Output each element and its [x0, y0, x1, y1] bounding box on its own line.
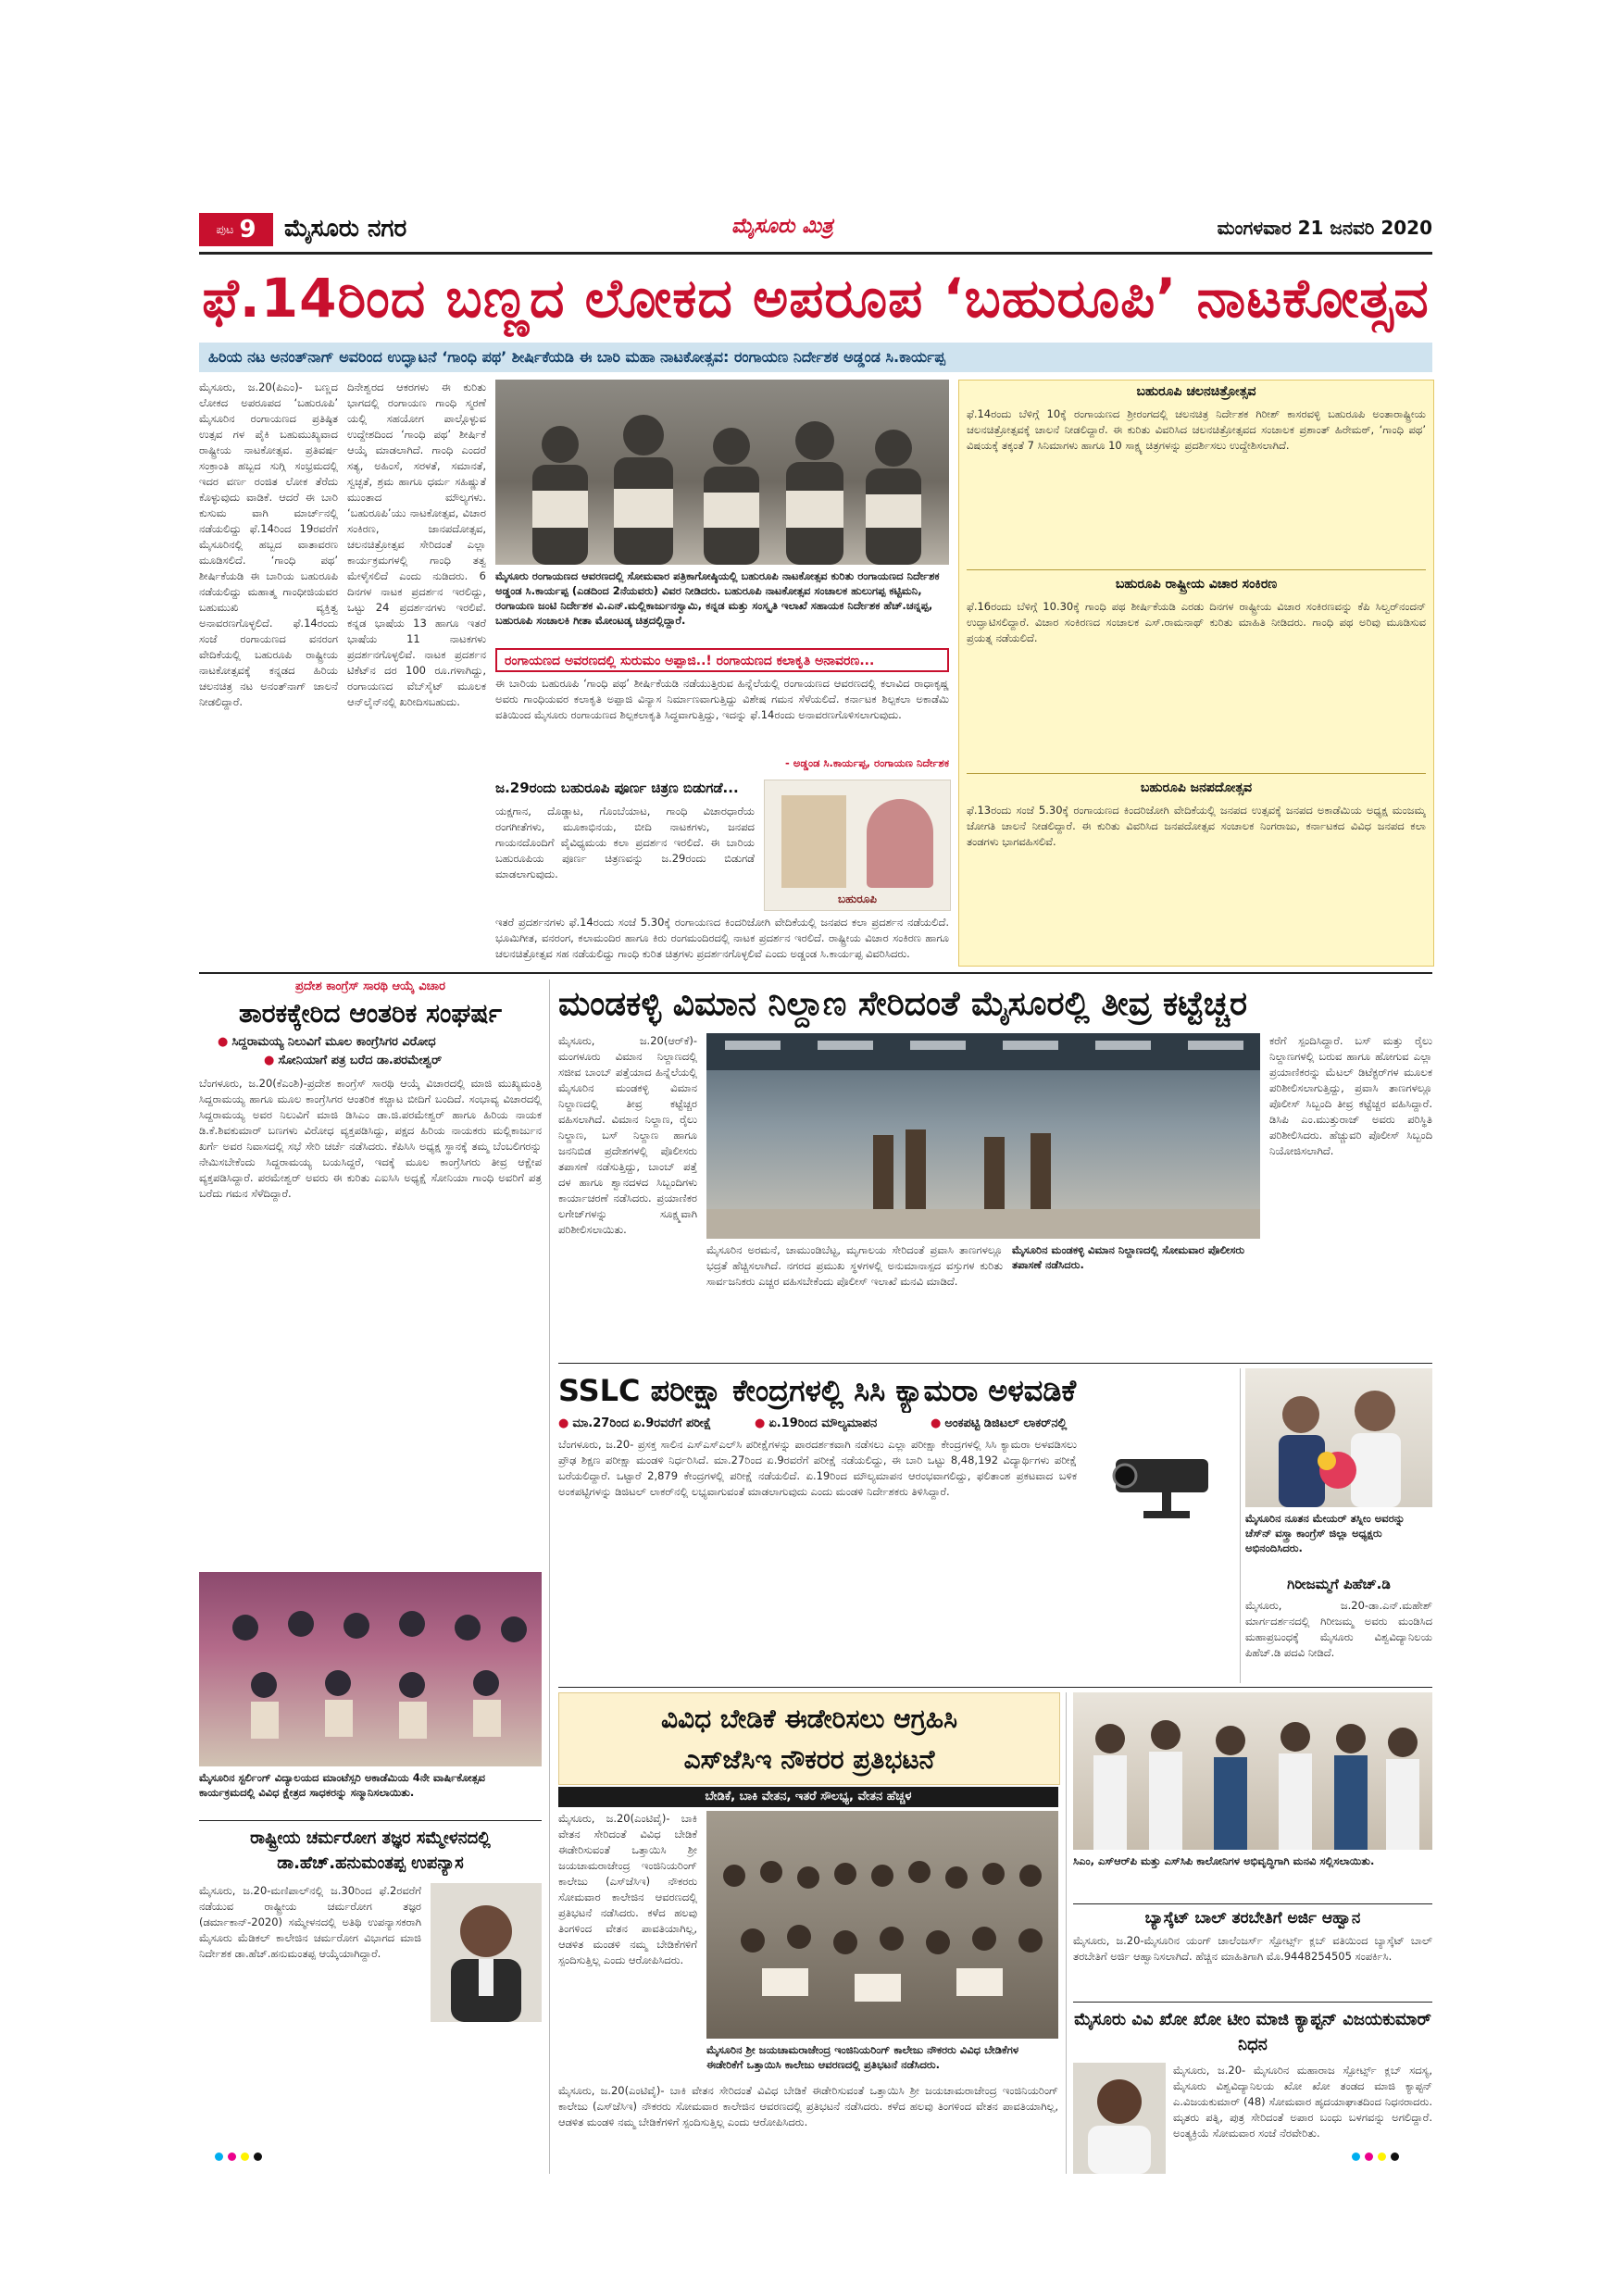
basketball-body: ಮೈಸೂರು, ಜ.20-ಮೈಸೂರಿನ ಯಂಗ್ ಚಾಲೆಂಜರ್ಸ್ ಸ್ಪೋರ್ಟ್ಸ್ ಕ್ಲಬ್ ವತಿಯಿಂದ ಬ್ಯಾಸ್ಕೆಟ್ ಬಾಲ್ ತರಬೇತಿಗೆ ಅರ್ಜಿ ಆಹ್ವಾನಿಸಲಾಗಿದೆ. ಹೆಚ್ಚಿನ ಮಾಹಿತಿಗಾಗಿ ಮೊ.9448254505 ಸಂಪರ್ಕಿಸಿ. [1073, 1934, 1432, 1963]
airport-body-mid: ಮೈಸೂರಿನ ಅರಮನೆ, ಚಾಮುಂಡಿಬೆಟ್ಟ, ಮೃಗಾಲಯ ಸೇರಿದಂತೆ ಪ್ರವಾಸಿ ತಾಣಗಳಲ್ಲೂ ಭದ್ರತೆ ಹೆಚ್ಚಿಸಲಾಗಿದೆ. ನಗರದ ಪ್ರಮುಖ ಸ್ಥಳಗಳಲ್ಲಿ ಅನುಮಾನಾಸ್ಪದ ವಸ್ತುಗಳ ಕುರಿತು ಸಾರ್ವಜನಿಕರು ಎಚ್ಚರ ವಹಿಸಬೇಕೆಂದು ಪೊಲೀಸ್ ಇಲಾಖೆ ಮನವಿ ಮಾಡಿದೆ. [706, 1243, 1003, 1288]
section-rule [558, 1363, 1432, 1364]
congress-subhead-1: ● ಸಿದ್ದರಾಮಯ್ಯ ನಿಲುವಿಗೆ ಮೂಲ ಕಾಂಗ್ರೆಸಿಗರ ವಿರೋಧ [218, 1035, 542, 1049]
handover-scene [1073, 1692, 1432, 1850]
section-rule [199, 972, 1432, 974]
people-silhouettes [495, 380, 949, 565]
protest-headline-box [558, 1692, 1060, 1785]
section-title: ಮೈಸೂರು ನಗರ [284, 215, 407, 243]
lead-body-col3: ಇತರೆ ಪ್ರದರ್ಶನಗಳು ಫೆ.14ರಂದು ಸಂಜೆ 5.30ಕ್ಕೆ ರಂಗಾಯಣದ ಕಿಂದರಿಜೋಗಿ ವೇದಿಕೆಯಲ್ಲಿ ಜನಪದ ಕಲಾ ಪ್ರದರ್ಶನ ನಡೆಯಲಿದೆ. ಭೂಮಿಗೀತ, ವನರಂಗ, ಕಲಾಮಂದಿರ ಹಾಗೂ ಕಿರು ರಂಗಮಂದಿರದಲ್ಲಿ ನಾಟಕ ಪ್ರದರ್ಶನ ಇರಲಿದೆ. ರಾಷ್ಟ್ರೀಯ ವಿಚಾರ ಸಂಕಿರಣ ಹಾಗೂ ಚಲನಚಿತ್ರೋತ್ಸವ ಸಹ ನಡೆಯಲಿದ್ದು ಗಾಂಧಿ ಕುರಿತ ಚಿತ್ರಗಳು ಪ್ರದರ್ಶನಗೊಳ್ಳಲಿವೆ ಎಂದು ಅಡ್ಡಂಡ ಸಿ.ಕಾರ್ಯಪ್ಪ ವಿವರಿಸಿದರು. [495, 916, 949, 960]
page-label: ಪುಟ [216, 222, 234, 237]
cctv-camera-icon [1088, 1441, 1227, 1524]
obituary-portrait [1073, 2063, 1166, 2174]
protest-headline-line1: ವಿವಿಧ ಬೇಡಿಕೆ ಈಡೇರಿಸಲು ಆಗ್ರಹಿಸಿ [660, 1703, 958, 1734]
seminar-body: ಫೆ.16ರಂದು ಬೆಳಿಗ್ಗೆ 10.30ಕ್ಕೆ ಗಾಂಧಿ ಪಥ ಶೀರ್ಷಿಕೆಯಡಿ ಎರಡು ದಿನಗಳ ರಾಷ್ಟ್ರೀಯ ವಿಚಾರ ಸಂಕಿರಣವನ್ನು ಕೆಪಿ ಸಿಲ್ವರ್‌ನಂದನ್ ಉದ್ಘಾಟಿಸಲಿದ್ದಾರೆ. ವಿಚಾರ ಸಂಕಿರಣದ ಸಂಚಾಲಕ ಎಸ್.ರಾಮನಾಥ್ ಕುರಿತು ಮಾಹಿತಿ ನೀಡಿದರು. ಗಾಂಧಿ ಪಥ ಅರಿವು ಮೂಡಿಸುವ ಪ್ರಯತ್ನ ನಡೆಯಲಿದೆ. [967, 600, 1426, 644]
sidebar-divider [967, 773, 1426, 774]
school-function-caption: ಮೈಸೂರಿನ ಸ್ಟರ್ಲಿಂಗ್ ವಿದ್ಯಾಲಯದ ಮಾಂಟೆಸ್ಸರಿ ಅಕಾಡೆಮಿಯ 4ನೇ ವಾರ್ಷಿಕೋತ್ಸವ ಕಾರ್ಯಕ್ರಮದಲ್ಲಿ ವಿವಿಧ ಕ್ಷೇತ್ರದ ಸಾಧಕರನ್ನು ಸನ್ಮಾನಿಸಲಾಯಿತು. [199, 1771, 485, 1799]
section-rule [1073, 2002, 1432, 2003]
mayor-caption: ಮೈಸೂರಿನ ನೂತನ ಮೇಯರ್ ತಸ್ನೀಂ ಅವರನ್ನು ಚೆಸ್‌ನ್ ವಸ್ತ್ರಾ ಕಾಂಗ್ರೆಸ್ ಜಿಲ್ಲಾ ಅಧ್ಯಕ್ಷರು ಅಭಿನಂದಿಸಿದರು. [1245, 1512, 1405, 1554]
protest-body-continued: ಮೈಸೂರು, ಜ.20(ಎಂಟಿವೈ)- ಬಾಕಿ ವೇತನ ಸೇರಿದಂತೆ ವಿವಿಧ ಬೇಡಿಕೆ ಈಡೇರಿಸುವಂತೆ ಒತ್ತಾಯಿಸಿ ಶ್ರೀ ಜಯಚಾಮರಾಜೇಂದ್ರ ಇಂಜಿನಿಯರಿಂಗ್ ಕಾಲೇಜು (ಎಸ್‌ಜೆಸಿಇ) ನೌಕರರು ಸೋಮವಾರ ಕಾಲೇಜಿನ ಆವರಣದಲ್ಲಿ ಪ್ರತಿಭಟನೆ ನಡೆಸಿದರು. ಕಳೆದ ಹಲವು ತಿಂಗಳಿಂದ ವೇತನ ಪಾವತಿಯಾಗಿಲ್ಲ, ಆಡಳಿತ ಮಂಡಳಿ ನಮ್ಮ ಬೇಡಿಕೆಗಳಿಗೆ ಸ್ಪಂದಿಸುತ್ತಿಲ್ಲ ಎಂದು ಆರೋಪಿಸಿದರು. [558, 2084, 1058, 2128]
sslc-tag-3: ● ಅಂಕಪಟ್ಟಿ ಡಿಜಿಟಲ್ ಲಾಕರ್‌ನಲ್ಲಿ [931, 1416, 1067, 1430]
portrait-figure [431, 1883, 542, 2022]
congress-kicker: ಪ್ರದೇಶ ಕಾಂಗ್ರೆಸ್ ಸಾರಥಿ ಆಯ್ಕೆ ವಿಚಾರ [295, 980, 445, 993]
airport-headline: ಮಂಡಕಳ್ಳಿ ವಿಮಾನ ನಿಲ್ದಾಣ ಸೇರಿದಂತೆ ಮೈಸೂರಲ್ಲಿ ತೀವ್ರ ಕಟ್ಟೆಚ್ಚರ [558, 985, 1248, 1023]
basketball-heading: ಬ್ಯಾಸ್ಕೆಟ್ ಬಾಲ್ ತರಬೇತಿಗೆ ಅರ್ಜಿ ಆಹ್ವಾನ [1144, 1909, 1361, 1928]
page-number: 9 [239, 216, 256, 243]
ticket-body: ಯಕ್ಷಗಾನ, ದೊಡ್ಡಾಟ, ಗೊಂಬೆಯಾಟ, ಗಾಂಧಿ ವಿಚಾರಧಾರೆಯ ರಂಗಗೀತೆಗಳು, ಮೂಕಾಭಿನಯ, ಬೀದಿ ನಾಟಕಗಳು, ಜನಪದ ಗಾಯನದೊಂದಿಗೆ ವೈವಿಧ್ಯಮಯ ಕಲಾ ಪ್ರದರ್ಶನ ಇರಲಿದೆ. ಈ ಬಾರಿಯ ಬಹುರೂಪಿಯ ಪೂರ್ಣ ಚಿತ್ರಣವನ್ನು ಜ.29ರಂದು ಬಿಡುಗಡೆ ಮಾಡಲಾಗುವುದು. [495, 805, 755, 880]
section-rule [199, 1820, 542, 1821]
airport-caption: ಮೈಸೂರಿನ ಮಂಡಕಳ್ಳಿ ವಿಮಾನ ನಿಲ್ದಾಣದಲ್ಲಿ ಸೋಮವಾರ ಪೊಲೀಸರು ತಪಾಸಣೆ ನಡೆಸಿದರು. [1012, 1243, 1245, 1271]
sslc-headline: SSLC ಪರೀಕ್ಷಾ ಕೇಂದ್ರಗಳಲ್ಲಿ ಸಿಸಿ ಕ್ಯಾಮರಾ ಅಳವಡಿಕೆ [558, 1373, 1077, 1408]
portrait-figure [1073, 2063, 1166, 2174]
school-function-photo [199, 1572, 542, 1766]
sidebar-divider [967, 569, 1426, 570]
phd-heading: ಗಿರೀಜಮ್ಮಗೆ ಪಿಹೆಚ್.ಡಿ [1287, 1576, 1391, 1592]
obituary-heading: ಮೈಸೂರು ವಿವಿ ಖೋ ಖೋ ಟೀಂ ಮಾಜಿ ಕ್ಯಾಪ್ಟನ್ ವಿಜಯಕುಮಾರ್ ನಿಧನ [1074, 2010, 1431, 2054]
memorandum-caption: ಸಿಎಂ, ಎಸ್‌ಆರ್‌ಪಿ ಮತ್ತು ಎಸ್‌ಸಿಪಿ ಕಾಲೋನಿಗಳ ಅಭಿವೃದ್ಧಿಗಾಗಿ ಮನವಿ ಸಲ್ಲಿಸಲಾಯಿತು. [1073, 1854, 1375, 1867]
lead-headline: ಫೆ.14ರಿಂದ ಬಣ್ಣದ ಲೋಕದ ಅಪರೂಪ ‘ಬಹುರೂಪಿ’ ನಾಟಕೋತ್ಸವ [202, 267, 1430, 330]
mayor-scene [1245, 1368, 1432, 1507]
mayor-photo [1245, 1368, 1432, 1507]
congress-subhead-2: ● ಸೋನಿಯಾಗೆ ಪತ್ರ ಬರೆದ ಡಾ.ಪರಮೇಶ್ವರ್ [264, 1054, 542, 1067]
derma-headline: ರಾಷ್ಟ್ರೀಯ ಚರ್ಮರೋಗ ತಜ್ಞರ ಸಮ್ಮೇಳನದಲ್ಲಿ ಡಾ.ಹೆಚ್.ಹನುಮಂತಪ್ಪ ಉಪನ್ಯಾಸ [250, 1828, 491, 1873]
section-rule [1073, 1903, 1432, 1904]
folk-festival-heading: ಬಹುರೂಪಿ ಜನಪದೋತ್ಸವ [1140, 780, 1253, 795]
protest-photo [706, 1811, 1058, 2039]
folk-festival-body: ಫೆ.13ರಂದು ಸಂಜೆ 5.30ಕ್ಕೆ ರಂಗಾಯಣದ ಕಿಂದರಿಜೋಗಿ ವೇದಿಕೆಯಲ್ಲಿ ಜನಪದ ಉತ್ಸವಕ್ಕೆ ಜನಪದ ಅಕಾಡೆಮಿಯ ಅಧ್ಯಕ್ಷ ಮಂಜಮ್ಮ ಜೋಗತಿ ಚಾಲನೆ ನೀಡಲಿದ್ದಾರೆ. ಈ ಕುರಿತು ವಿವರಿಸಿದ ಜನಪದೋತ್ಸವ ಸಂಚಾಲಕ ನಿಂಗರಾಜು, ಕರ್ನಾಟಕದ ವಿವಿಧ ಜನಪದ ಕಲಾ ತಂಡಗಳು ಭಾಗವಹಿಸಲಿವೆ. [967, 804, 1426, 848]
paper-logo: ಮೈಸೂರು ಮಿತ್ರ [731, 215, 833, 238]
press-meet-caption: ಮೈಸೂರು ರಂಗಾಯಣದ ಆವರಣದಲ್ಲಿ ಸೋಮವಾರ ಪತ್ರಿಕಾಗೋಷ್ಠಿಯಲ್ಲಿ ಬಹುರೂಪಿ ನಾಟಕೋತ್ಸವ ಕುರಿತು ರಂಗಾಯಣದ ನಿರ್ದೇಶಕ ಅಡ್ಡಂಡ ಸಿ.ಕಾರ್ಯಪ್ಪ (ಎಡದಿಂದ 2ನೆಯವರು) ವಿವರ ನೀಡಿದರು. ಬಹುರೂಪಿ ನಾಟಕೋತ್ಸವ ಸಂಚಾಲಕ ಹುಲುಗಪ್ಪ ಕಟ್ಟಿಮನಿ, ರಂಗಾಯಣ ಜಂಟಿ ನಿರ್ದೇಶಕ ವಿ.ಎನ್.ಮಲ್ಲಿಕಾರ್ಜುನಸ್ವಾಮಿ, ಕನ್ನಡ ಮತ್ತು ಸಂಸ್ಕೃತಿ ಇಲಾಖೆ ಸಹಾಯಕ ನಿರ್ದೇಶಕ ಹೆಚ್.ಚನ್ನಪ್ಪ, ಬಹುರೂಪಿ ಸಂಚಾಲಕಿ ಗೀತಾ ಮೋಂಟಡ್ಕ ಚಿತ್ರದಲ್ಲಿದ್ದಾರೆ. [495, 569, 940, 627]
airport-body-left: ಮೈಸೂರು, ಜ.20(ಆರ್‌ಕೆ)- ಮಂಗಳೂರು ವಿಮಾನ ನಿಲ್ದಾಣದಲ್ಲಿ ಸಜೀವ ಬಾಂಬ್ ಪತ್ತೆಯಾದ ಹಿನ್ನೆಲೆಯಲ್ಲಿ ಮೈಸೂರಿನ ಮಂಡಕಳ್ಳಿ ವಿಮಾನ ನಿಲ್ದಾಣದಲ್ಲಿ ತೀವ್ರ ಕಟ್ಟೆಚ್ಚರ ವಹಿಸಲಾಗಿದೆ. ವಿಮಾನ ನಿಲ್ದಾಣ, ರೈಲು ನಿಲ್ದಾಣ, ಬಸ್ ನಿಲ್ದಾಣ ಹಾಗೂ ಜನನಿಬಿಡ ಪ್ರದೇಶಗಳಲ್ಲಿ ಪೊಲೀಸರು ತಪಾಸಣೆ ನಡೆಸುತ್ತಿದ್ದು, ಬಾಂಬ್ ಪತ್ತೆ ದಳ ಹಾಗೂ ಶ್ವಾನದಳದ ಸಿಬ್ಬಂದಿಗಳು ಕಾರ್ಯಾಚರಣೆ ನಡೆಸಿದರು. ಪ್ರಯಾಣಿಕರ ಲಗೇಜ್‌ಗಳನ್ನು ಸೂಕ್ಷ್ಮವಾಗಿ ಪರಿಶೀಲಿಸಲಾಯಿತು. [558, 1034, 697, 1236]
column-rule [1066, 1692, 1067, 2174]
sslc-tag-1: ● ಮಾ.27ರಿಂದ ಏ.9ರವರೆಗೆ ಪರೀಕ್ಷೆ [558, 1416, 711, 1430]
poster-title: ಬಹುರೂಪಿ [838, 892, 877, 905]
sslc-tag-2: ● ಏ.19ರಿಂದ ಮೌಲ್ಯಮಾಪನ [755, 1416, 877, 1430]
invite-strip-heading: ರಂಗಾಯಣದ ಅವರಣದಲ್ಲಿ ಸುರುಮಂ ಅಪ್ಪಾಜಿ..! ರಂಗಾಯಣದ ಕಲಾಕೃತಿ ಅನಾವರಣ... [495, 648, 949, 672]
airport-scene [706, 1033, 1260, 1239]
congress-body: ಬೆಂಗಳೂರು, ಜ.20(ಕೆಎಂಶಿ)-ಪ್ರದೇಶ ಕಾಂಗ್ರೆಸ್ ಸಾರಥಿ ಆಯ್ಕೆ ವಿಚಾರದಲ್ಲಿ ಮಾಜಿ ಮುಖ್ಯಮಂತ್ರಿ ಸಿದ್ದರಾಮಯ್ಯ ಹಾಗೂ ಮೂಲ ಕಾಂಗ್ರೆಸಿಗರ ಆಂತರಿಕ ಕಚ್ಚಾಟ ಬೀದಿಗೆ ಬಂದಿದೆ. ಸಂಭಾವ್ಯ ವಿಚಾರದಲ್ಲಿ ಸಿದ್ದರಾಮಯ್ಯ ಅವರ ನಿಲುವಿಗೆ ಮಾಜಿ ಡಿಸಿಎಂ ಡಾ.ಜಿ.ಪರಮೇಶ್ವರ್ ಹಾಗೂ ಹಿರಿಯ ನಾಯಕ ಡಿ.ಕೆ.ಶಿವಕುಮಾರ್ ಬಣಗಳು ವಿರೋಧ ವ್ಯಕ್ತಪಡಿಸಿದ್ದು, ಪಕ್ಷದ ಹಿರಿಯ ನಾಯಕರು ಮಲ್ಲಿಕಾರ್ಜುನ ಖರ್ಗೆ ಅವರ ನಿವಾಸದಲ್ಲಿ ಸಭೆ ಸೇರಿ ಚರ್ಚೆ ನಡೆಸಿದರು. ಕೆಪಿಸಿಸಿ ಅಧ್ಯಕ್ಷ ಸ್ಥಾನಕ್ಕೆ ತಮ್ಮ ಬೆಂಬಲಿಗರನ್ನು ನೇಮಿಸಬೇಕೆಂದು ಸಿದ್ದರಾಮಯ್ಯ ಬಯಸಿದ್ದರೆ, ಇದಕ್ಕೆ ಮೂಲ ಕಾಂಗ್ರೆಸಿಗರು ತೀವ್ರ ಆಕ್ಷೇಪ ವ್ಯಕ್ತಪಡಿಸಿದ್ದಾರೆ. ಪರಮೇಶ್ವರ್ ಅವರು ಈ ಕುರಿತು ಎಐಸಿಸಿ ಅಧ್ಯಕ್ಷೆ ಸೋನಿಯಾ ಗಾಂಧಿ ಅವರಿಗೆ ಪತ್ರ ಬರೆದು ಗಮನ ಸೆಳೆದಿದ್ದಾರೆ. [199, 1077, 542, 1200]
sslc-body: ಬೆಂಗಳೂರು, ಜ.20- ಪ್ರಸಕ್ತ ಸಾಲಿನ ಎಸ್‌ಎಸ್‌ಎಲ್‌ಸಿ ಪರೀಕ್ಷೆಗಳನ್ನು ಪಾರದರ್ಶಕವಾಗಿ ನಡೆಸಲು ಎಲ್ಲಾ ಪರೀಕ್ಷಾ ಕೇಂದ್ರಗಳಲ್ಲಿ ಸಿಸಿ ಕ್ಯಾಮರಾ ಅಳವಡಿಸಲು ಪ್ರೌಢ ಶಿಕ್ಷಣ ಪರೀಕ್ಷಾ ಮಂಡಳಿ ನಿರ್ಧರಿಸಿದೆ. ಮಾ.27ರಿಂದ ಏ.9ರವರೆಗೆ ಪರೀಕ್ಷೆ ನಡೆಯಲಿದ್ದು, ಈ ಬಾರಿ ಒಟ್ಟು 8,48,192 ವಿದ್ಯಾರ್ಥಿಗಳು ಪರೀಕ್ಷೆ ಬರೆಯಲಿದ್ದಾರೆ. ಒಟ್ಟಾರೆ 2,879 ಕೇಂದ್ರಗಳಲ್ಲಿ ಪರೀಕ್ಷೆ ನಡೆಯಲಿದೆ. ಏ.19ರಿಂದ ಮೌಲ್ಯಮಾಪನ ಆರಂಭವಾಗಲಿದ್ದು, ಫಲಿತಾಂಶ ಪ್ರಕಟವಾದ ಬಳಿಕ ಅಂಕಪಟ್ಟಿಗಳನ್ನು ಡಿಜಿಟಲ್ ಲಾಕರ್‌ನಲ್ಲಿ ಲಭ್ಯವಾಗುವಂತೆ ಮಾಡಲಾಗುವುದು ಎಂದು ಮಂಡಳಿ ನಿರ್ದೇಶಕರು ತಿಳಿಸಿದ್ದಾರೆ. [558, 1438, 1077, 1498]
obituary-body: ಮೈಸೂರು, ಜ.20- ಮೈಸೂರಿನ ಮಹಾರಾಜ ಸ್ಪೋರ್ಟ್ಸ್ ಕ್ಲಬ್ ಸದಸ್ಯ, ಮೈಸೂರು ವಿಶ್ವವಿದ್ಯಾನಿಲಯ ಖೋ ಖೋ ತಂಡದ ಮಾಜಿ ಕ್ಯಾಪ್ಟನ್ ಎ.ವಿಜಯಕುಮಾರ್ (48) ಸೋಮವಾರ ಹೃದಯಾಘಾತದಿಂದ ನಿಧನರಾದರು. ಮೃತರು ಪತ್ನಿ, ಪುತ್ರ ಸೇರಿದಂತೆ ಅಪಾರ ಬಂಧು ಬಳಗವನ್ನು ಅಗಲಿದ್ದಾರೆ. ಅಂತ್ಯಕ್ರಿಯೆ ಸೋಮವಾರ ಸಂಜೆ ನೆರವೇರಿತು. [1173, 2064, 1432, 2140]
masthead-rule [199, 252, 1432, 255]
doctor-portrait [431, 1883, 542, 2022]
congress-headline: ತಾರಕಕ್ಕೇರಿದ ಆಂತರಿಕ ಸಂಘರ್ಷ [239, 998, 502, 1029]
stage-scene [199, 1572, 542, 1766]
poster-art [781, 795, 846, 888]
derma-body: ಮೈಸೂರು, ಜ.20-ಮಣಿಪಾಲ್‌ನಲ್ಲಿ ಜ.30ರಿಂದ ಫೆ.2ರವರೆಗೆ ನಡೆಯುವ ರಾಷ್ಟ್ರೀಯ ಚರ್ಮರೋಗ ತಜ್ಞರ (ಡರ್ಮಾಕಾನ್-2020) ಸಮ್ಮೇಳನದಲ್ಲಿ ಅತಿಥಿ ಉಪನ್ಯಾಸಕರಾಗಿ ಮೈಸೂರು ಮೆಡಿಕಲ್ ಕಾಲೇಜಿನ ಚರ್ಮರೋಗ ವಿಭಾಗದ ಮಾಜಿ ನಿರ್ದೇಶಕ ಡಾ.ಹೆಚ್.ಹನುಮಂತಪ್ಪ ಆಯ್ಕೆಯಾಗಿದ್ದಾರೆ. [199, 1884, 421, 1960]
page-number-badge [199, 213, 273, 246]
invite-signature: - ಅಡ್ಡಂಡ ಸಿ.ಕಾರ್ಯಪ್ಪ, ರಂಗಾಯಣ ನಿರ್ದೇಶಕ [785, 756, 949, 769]
airport-photo [706, 1033, 1260, 1239]
protest-headline-line2: ಎಸ್‌ಜೆಸಿಇ ನೌಕರರ ಪ್ರತಿಭಟನೆ [683, 1744, 935, 1775]
section-rule [558, 1687, 1432, 1688]
film-festival-body: ಫೆ.14ರಂದು ಬೆಳಿಗ್ಗೆ 10ಕ್ಕೆ ರಂಗಾಯಣದ ಶ್ರೀರಂಗದಲ್ಲಿ ಚಲನಚಿತ್ರ ನಿರ್ದೇಶಕ ಗಿರೀಶ್ ಕಾಸರವಳ್ಳಿ ಬಹುರೂಪಿ ಅಂತಾರಾಷ್ಟ್ರೀಯ ಚಲನಚಿತ್ರೋತ್ಸವಕ್ಕೆ ಚಾಲನೆ ನೀಡಲಿದ್ದಾರೆ. ಈ ಕುರಿತು ವಿವರಿಸಿದ ಚಲನಚಿತ್ರೋತ್ಸವದ ಸಂಚಾಲಕ ಪ್ರಶಾಂತ್ ಹಿರೇಮಠ್, ‘ಗಾಂಧಿ ಪಥ’ ವಿಷಯಕ್ಕೆ ತಕ್ಕಂತೆ 7 ಸಿನಿಮಾಗಳು ಹಾಗೂ 10 ಸಾಕ್ಷ್ಯ ಚಿತ್ರಗಳನ್ನು ಪ್ರದರ್ಶಿಸಲು ಉದ್ದೇಶಿಸಲಾಗಿದೆ. [967, 407, 1426, 452]
protest-caption: ಮೈಸೂರಿನ ಶ್ರೀ ಜಯಚಾಮರಾಜೇಂದ್ರ ಇಂಜಿನಿಯರಿಂಗ್ ಕಾಲೇಜು ನೌಕರರು ವಿವಿಧ ಬೇಡಿಕೆಗಳ ಈಡೇರಿಕೆಗೆ ಒತ್ತಾಯಿಸಿ ಕಾಲೇಜು ಆವರಣದಲ್ಲಿ ಪ್ರತಿಭಟನೆ ನಡೆಸಿದರು. [706, 2043, 1019, 2071]
seminar-heading: ಬಹುರೂಪಿ ರಾಷ್ಟ್ರೀಯ ವಿಚಾರ ಸಂಕಿರಣ [1115, 577, 1278, 592]
column-rule [549, 980, 550, 2174]
protest-body: ಮೈಸೂರು, ಜ.20(ಎಂಟಿವೈ)- ಬಾಕಿ ವೇತನ ಸೇರಿದಂತೆ ವಿವಿಧ ಬೇಡಿಕೆ ಈಡೇರಿಸುವಂತೆ ಒತ್ತಾಯಿಸಿ ಶ್ರೀ ಜಯಚಾಮರಾಜೇಂದ್ರ ಇಂಜಿನಿಯರಿಂಗ್ ಕಾಲೇಜು (ಎಸ್‌ಜೆಸಿಇ) ನೌಕರರು ಸೋಮವಾರ ಕಾಲೇಜಿನ ಆವರಣದಲ್ಲಿ ಪ್ರತಿಭಟನೆ ನಡೆಸಿದರು. ಕಳೆದ ಹಲವು ತಿಂಗಳಿಂದ ವೇತನ ಪಾವತಿಯಾಗಿಲ್ಲ, ಆಡಳಿತ ಮಂಡಳಿ ನಮ್ಮ ಬೇಡಿಕೆಗಳಿಗೆ ಸ್ಪಂದಿಸುತ್ತಿಲ್ಲ ಎಂದು ಆರೋಪಿಸಿದರು. [558, 1812, 697, 1966]
lead-body-col1: ಮೈಸೂರು, ಜ.20(ಪಿಎಂ)- ಬಣ್ಣದ ಲೋಕದ ಅಪರೂಪದ ‘ಬಹುರೂಪಿ’ ಮೈಸೂರಿನ ರಂಗಾಯಣದ ಪ್ರತಿಷ್ಠಿತ ಉತ್ಸವ ಗಳ ಪೈಕಿ ಬಹುಮುಖ್ಯವಾದ ರಾಷ್ಟ್ರೀಯ ನಾಟಕೋತ್ಸವ. ಪ್ರತಿವರ್ಷ ಸಂಕ್ರಾಂತಿ ಹಬ್ಬದ ಸುಗ್ಗಿ ಸಂಭ್ರಮದಲ್ಲಿ ಇದರ ವರ್ಣ ರಂಜಿತ ಲೋಕ ತೆರೆದು ಕೊಳ್ಳುವುದು ವಾಡಿಕೆ. ಆದರೆ ಈ ಬಾರಿ ಕುಸುಮ ವಾಗಿ ಮಾರ್ಚ್‌ನಲ್ಲಿ ನಡೆಯಲಿದ್ದು ಫೆ.14ರಿಂದ 19ರವರೆಗೆ ಮೈಸೂರಿನಲ್ಲಿ ಹಬ್ಬದ ವಾತಾವರಣ ಮೂಡಿಸಲಿದೆ. ‘ಗಾಂಧಿ ಪಥ’ ಶೀರ್ಷಿಕೆಯಡಿ ಈ ಬಾರಿಯ ಬಹುರೂಪಿ ನಡೆಯಲಿದ್ದು ಮಹಾತ್ಮ ಗಾಂಧೀಜಿಯವರ ಬಹುಮುಖಿ ವ್ಯಕ್ತಿತ್ವ ಅನಾವರಣಗೊಳ್ಳಲಿದೆ. ಫೆ.14ರಂದು ಸಂಜೆ ರಂಗಾಯಣದ ವನರಂಗ ವೇದಿಕೆಯಲ್ಲಿ ಬಹುರೂಪಿ ರಾಷ್ಟ್ರೀಯ ನಾಟಕೋತ್ಸವಕ್ಕೆ ಕನ್ನಡದ ಹಿರಿಯ ಚಲನಚಿತ್ರ ನಟ ಅನಂತ್‌ನಾಗ್ ಚಾಲನೆ ನೀಡಲಿದ್ದಾರೆ. [199, 381, 338, 708]
issue-date: ಮಂಗಳವಾರ 21 ಜನವರಿ 2020 [1217, 217, 1432, 239]
crowd-scene [706, 1811, 1058, 2039]
ticket-heading: ಜ.29ರಂದು ಬಹುರೂಪಿ ಪೂರ್ಣ ಚಿತ್ರಣ ಬಿಡುಗಡೆ... [495, 780, 739, 796]
invite-body: ಈ ಬಾರಿಯ ಬಹುರೂಪಿ ‘ಗಾಂಧಿ ಪಥ’ ಶೀರ್ಷಿಕೆಯಡಿ ನಡೆಯುತ್ತಿರುವ ಹಿನ್ನೆಲೆಯಲ್ಲಿ ರಂಗಾಯಣದ ಆವರಣದಲ್ಲಿ ಕಲಾವಿದ ರಾಧಾಕೃಷ್ಣ ಅವರು ಗಾಂಧಿಯವರ ಕಲಾಕೃತಿ ಅಪ್ಪಾಜಿ ವಿನ್ಯಾಸ ನಿರ್ಮಾಣವಾಗುತ್ತಿದ್ದು ವಿಶೇಷ ಗಮನ ಸೆಳೆಯಲಿದೆ. ಕರ್ನಾಟಕ ಶಿಲ್ಪಕಲಾ ಅಕಾಡೆಮಿ ವತಿಯಿಂದ ಮೈಸೂರು ರಂಗಾಯಣದ ಶಿಲ್ಪಕಲಾಕೃತಿ ಸಿದ್ಧವಾಗುತ್ತಿದ್ದು, ಇದನ್ನು ಫೆ.14ರಂದು ಅನಾವರಣಗೊಳಿಸಲಾಗುವುದು. [495, 677, 949, 721]
bahurupi-poster [764, 780, 951, 911]
poster-figure [867, 799, 933, 888]
lead-deck: ಹಿರಿಯ ನಟ ಅನಂತ್‌ನಾಗ್ ಅವರಿಂದ ಉದ್ಘಾಟನೆ ‘ಗಾಂಧಿ ಪಥ’ ಶೀರ್ಷಿಕೆಯಡಿ ಈ ಬಾರಿ ಮಹಾ ನಾಟಕೋತ್ಸವ: ರಂಗಾಯಣ ನಿರ್ದೇಶಕ ಅಡ್ಡಂಡ ಸಿ.ಕಾರ್ಯಪ್ಪ [199, 343, 1432, 372]
phd-body: ಮೈಸೂರು, ಜ.20-ಡಾ.ಎನ್.ಮಹೇಶ್ ಮಾರ್ಗದರ್ಶನದಲ್ಲಿ ಗಿರೀಜಮ್ಮ ಅವರು ಮಂಡಿಸಿದ ಮಹಾಪ್ರಬಂಧಕ್ಕೆ ಮೈಸೂರು ವಿಶ್ವವಿದ್ಯಾನಿಲಯ ಪಿಹೆಚ್.ಡಿ ಪದವಿ ನೀಡಿದೆ. [1245, 1599, 1432, 1659]
film-festival-heading: ಬಹುರೂಪಿ ಚಲನಚಿತ್ರೋತ್ಸವ [1136, 384, 1256, 399]
memorandum-photo [1073, 1692, 1432, 1850]
sidebar-box [958, 380, 1434, 967]
newspaper-page [199, 206, 1432, 2176]
lead-body-col2: ದಿನೇಶ್ವರದ ಆಕರಗಳು ಈ ಕುರಿತು ಭಾಗದಲ್ಲಿ ರಂಗಾಯಣ ಗಾಂಧಿ ಸ್ಮರಣೆ ಯಲ್ಲಿ ಸಹಯೋಗ ಪಾಲ್ಗೊಳ್ಳುವ ಉದ್ದೇಶದಿಂದ ‘ಗಾಂಧಿ ಪಥ’ ಶೀರ್ಷಿಕೆ ಆಯ್ಕೆ ಮಾಡಲಾಗಿದೆ. ಗಾಂಧಿ ಎಂದರೆ ಸತ್ಯ, ಅಹಿಂಸೆ, ಸರಳತೆ, ಸಮಾನತೆ, ಸ್ವಚ್ಛತೆ, ಶ್ರಮ ಹಾಗೂ ಧರ್ಮ ಸಹಿಷ್ಣುತೆ ಮುಂತಾದ ಮೌಲ್ಯಗಳು. ‘ಬಹುರೂಪಿ’ಯು ನಾಟಕೋತ್ಸವ, ವಿಚಾರ ಸಂಕಿರಣ, ಜಾನಪದೋತ್ಸವ, ಚಲನಚಿತ್ರೋತ್ಸವ ಸೇರಿದಂತೆ ಎಲ್ಲಾ ಕಾರ್ಯಕ್ರಮಗಳಲ್ಲಿ ಗಾಂಧಿ ತತ್ವ ಮೇಳೈಸಲಿದೆ ಎಂದು ನುಡಿದರು. 6 ದಿನಗಳ ನಾಟಕ ಪ್ರದರ್ಶನ ಇರಲಿದ್ದು, ಒಟ್ಟು 24 ಪ್ರದರ್ಶನಗಳು ಇರಲಿವೆ. ಕನ್ನಡ ಭಾಷೆಯ 13 ಹಾಗೂ ಇತರೆ ಭಾಷೆಯ 11 ನಾಟಕಗಳು ಪ್ರದರ್ಶನಗೊಳ್ಳಲಿವೆ. ನಾಟಕ ಪ್ರದರ್ಶನ ಟಿಕೆಟ್‌ನ ದರ 100 ರೂ.ಗಳಾಗಿದ್ದು, ರಂಗಾಯಣದ ವೆಬ್‌ಸೈಟ್ ಮೂಲಕ ಆನ್‌ಲೈನ್‌ನಲ್ಲಿ ಖರೀದಿಸಬಹುದು. [347, 381, 486, 708]
protest-demands-bar: ಬೇಡಿಕೆ, ಬಾಕಿ ವೇತನ, ಇತರೆ ಸೌಲಭ್ಯ, ವೇತನ ಹೆಚ್ಚಳ [558, 1787, 1058, 1807]
column-rule [1240, 1368, 1241, 1683]
airport-body-right: ಕರೆಗೆ ಸ್ಪಂದಿಸಿದ್ದಾರೆ. ಬಸ್ ಮತ್ತು ರೈಲು ನಿಲ್ದಾಣಗಳಲ್ಲಿ ಬರುವ ಹಾಗೂ ಹೋಗುವ ಎಲ್ಲಾ ಪ್ರಯಾಣಿಕರನ್ನು ಮೆಟಲ್ ಡಿಟೆಕ್ಟರ್‌ಗಳ ಮೂಲಕ ಪರಿಶೀಲಿಸಲಾಗುತ್ತಿದ್ದು, ಪ್ರವಾಸಿ ತಾಣಗಳಲ್ಲೂ ಪೊಲೀಸ್ ಸಿಬ್ಬಂದಿ ತೀವ್ರ ಕಟ್ಟೆಚ್ಚರ ವಹಿಸಿದ್ದಾರೆ. ಡಿಸಿಪಿ ಎಂ.ಮುತ್ತುರಾಜ್ ಅವರು ಪರಿಸ್ಥಿತಿ ಪರಿಶೀಲಿಸಿದರು. ಹೆಚ್ಚುವರಿ ಪೊಲೀಸ್ ಸಿಬ್ಬಂದಿ ನಿಯೋಜಿಸಲಾಗಿದೆ. [1269, 1034, 1432, 1157]
press-meet-photo [495, 380, 949, 565]
